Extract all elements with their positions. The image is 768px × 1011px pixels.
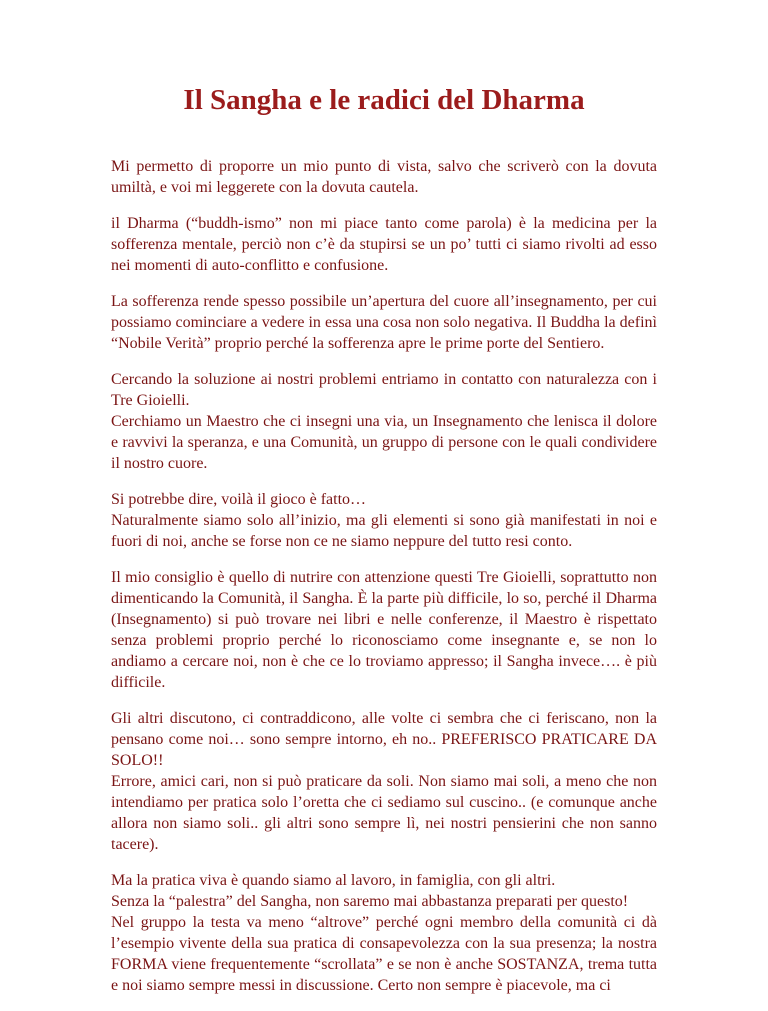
document-body xyxy=(111,156,657,996)
paragraph-4 xyxy=(111,369,657,474)
paragraph-line: il Dharma (“buddh-ismo” non mi piace tanto come parola) è la medicina per la sofferenza mentale, perciò non c’è da stupirsi se un po’ tutti ci siamo rivolti ad esso nei momenti di auto-conflitto e confusione. xyxy=(111,215,657,274)
paragraph-line: Naturalmente siamo solo all’inizio, ma gli elementi si sono già manifestati in noi e fuori di noi, anche se forse non ce ne siamo neppure del tutto resi conto. xyxy=(111,512,657,550)
paragraph-3 xyxy=(111,291,657,354)
paragraph-1 xyxy=(111,156,657,198)
paragraph-5 xyxy=(111,489,657,552)
paragraph-line: Si potrebbe dire, voilà il gioco è fatto… xyxy=(111,491,367,508)
paragraph-line: Errore, amici cari, non si può praticare da soli. Non siamo mai soli, a meno che non intendiamo per pratica solo l’oretta che ci sediamo sul cuscino.. (e comunque anche allora non siamo soli.. gli altri sono sempre lì, nei nostri pensierini che non sanno tacere). xyxy=(111,773,657,853)
paragraph-line: Il mio consiglio è quello di nutrire con attenzione questi Tre Gioielli, soprattutto non dimenticando la Comunità, il Sangha. È la parte più difficile, lo so, perché il Dharma (Insegnamento) si può trovare nei libri e nelle conferenze, il Maestro è rispettato senza problemi proprio perché lo riconosciamo come insegnante e, se non lo andiamo a cercare noi, non è che ce lo troviamo appresso; il Sangha invece…. è più difficile. xyxy=(111,569,657,691)
paragraph-line: Senza la “palestra” del Sangha, non saremo mai abbastanza preparati per questo! xyxy=(111,893,629,910)
paragraph-line: Cerchiamo un Maestro che ci insegni una via, un Insegnamento che lenisca il dolore e ravvivi la speranza, e una Comunità, un gruppo di persone con le quali condividere il nostro cuore. xyxy=(111,413,657,472)
paragraph-8 xyxy=(111,870,657,996)
paragraph-7 xyxy=(111,708,657,855)
paragraph-line: Mi permetto di proporre un mio punto di vista, salvo che scriverò con la dovuta umiltà, e voi mi leggerete con la dovuta cautela. xyxy=(111,158,657,196)
paragraph-2 xyxy=(111,213,657,276)
paragraph-line: Gli altri discutono, ci contraddicono, alle volte ci sembra che ci feriscano, non la pensano come noi… sono sempre intorno, eh no.. PREFERISCO PRATICARE DA SOLO!! xyxy=(111,710,657,769)
paragraph-line: Cercando la soluzione ai nostri problemi entriamo in contatto con naturalezza con i Tre Gioielli. xyxy=(111,371,657,409)
paragraph-line: Ma la pratica viva è quando siamo al lavoro, in famiglia, con gli altri. xyxy=(111,872,556,889)
paragraph-6 xyxy=(111,567,657,693)
document-title: Il Sangha e le radici del Dharma xyxy=(183,84,585,116)
paragraph-line: Nel gruppo la testa va meno “altrove” perché ogni membro della comunità ci dà l’esempio vivente della sua pratica di consapevolezza con la sua presenza; la nostra FORMA viene frequentemente “scrollata” e se non è anche SOSTANZA, trema tutta e noi siamo sempre messi in discussione. Certo non sempre è piacevole, ma ci xyxy=(111,914,657,994)
paragraph-line: La sofferenza rende spesso possibile un’apertura del cuore all’insegnamento, per cui possiamo cominciare a vedere in essa una cosa non solo negativa. Il Buddha la definì “Nobile Verità” proprio perché la sofferenza apre le prime porte del Sentiero. xyxy=(111,293,657,352)
document-page xyxy=(111,0,657,1011)
